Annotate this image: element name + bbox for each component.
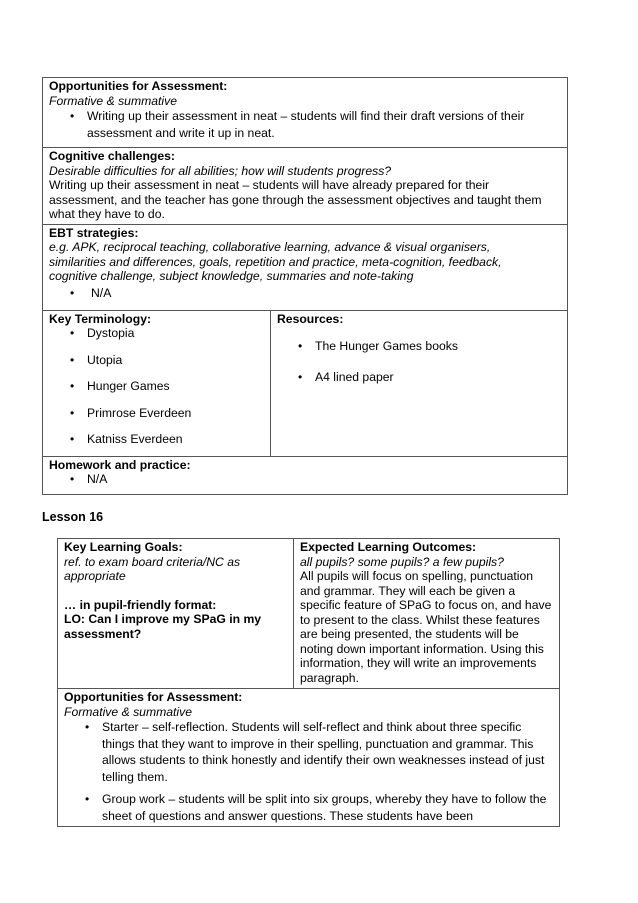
cognitive-subtitle: Desirable difficulties for all abilities; how will students progress? xyxy=(49,163,392,178)
learning-outcomes-title: Expected Learning Outcomes: xyxy=(300,540,477,554)
list-item: • Primrose Everdeen xyxy=(49,406,264,421)
list-item: • A4 lined paper xyxy=(277,370,561,385)
assessment-subtitle: Formative & summative xyxy=(49,93,177,108)
resources-cell xyxy=(271,310,568,456)
ebt-subtitle: e.g. APK, reciprocal teaching, collaborative learning, advance & visual organisers, similarities and differences, goals, repetition and practice, meta-cognition, feedback, cognitive challenge, subject knowledge, summaries and note-taking xyxy=(49,240,502,283)
learning-goals-title: Key Learning Goals: xyxy=(64,540,183,554)
assessment-list-2 xyxy=(64,719,553,824)
terminology-title: Key Terminology: xyxy=(49,311,152,326)
homework-cell xyxy=(43,456,568,494)
list-item: • Group work – students will be split into six groups, whereby they have to follow the sheet of questions and answer questions. These students have been xyxy=(64,791,553,824)
cognitive-text: Writing up their assessment in neat – students will have already prepared for their assessment, and the teacher has gone through the assessment objectives and taught them what they have to do. xyxy=(49,178,542,221)
learning-outcomes-text: All pupils will focus on spelling, punctuation and grammar. They will each be given a specific feature of SPaG to focus on, and have to present to the class. Whilst these features are being presented, the students will be noting down important information. Using this information, they will write an improvements paragraph. xyxy=(300,569,552,685)
ebt-list xyxy=(49,286,561,301)
list-item: • Utopia xyxy=(49,353,264,368)
learning-outcomes-cell xyxy=(294,539,560,689)
cognitive-title: Cognitive challenges: xyxy=(49,149,175,163)
assessment-cell-2 xyxy=(58,689,560,827)
list-item: • Dystopia xyxy=(49,326,264,341)
resources-list xyxy=(277,339,561,384)
homework-list xyxy=(49,472,561,487)
learning-outcomes-subtitle: all pupils? some pupils? a few pupils? xyxy=(300,554,504,569)
list-item: • Katniss Everdeen xyxy=(49,432,264,447)
list-item: • Writing up their assessment in neat – students will find their draft versions of their assessment and write it up in neat. xyxy=(49,108,561,141)
lesson-plan-table-1 xyxy=(42,77,568,495)
ebt-title: EBT strategies: xyxy=(49,225,139,240)
assessment-list xyxy=(49,108,561,141)
terminology-cell xyxy=(43,310,271,456)
homework-title: Homework and practice: xyxy=(49,457,191,472)
list-item: • Hunger Games xyxy=(49,379,264,394)
assessment-title: Opportunities for Assessment: xyxy=(49,79,228,93)
learning-goals-subtitle: ref. to exam board criteria/NC as appropriate xyxy=(64,554,241,583)
learning-objective: LO: Can I improve my SPaG in my assessment? xyxy=(64,612,262,641)
ebt-cell xyxy=(43,224,568,310)
learning-goals-cell xyxy=(58,539,294,689)
terminology-list xyxy=(49,326,264,447)
list-item: • N/A xyxy=(49,286,561,301)
lesson-heading: Lesson 16 xyxy=(42,510,104,524)
resources-title: Resources: xyxy=(277,311,344,326)
lesson-plan-table-2 xyxy=(57,538,560,827)
list-item: • Starter – self-reflection. Students will self-reflect and think about three specific things that they want to improve in their spelling, punctuation and grammar. This allows students to think honestly and identify their own weaknesses instead of just telling them. xyxy=(64,719,553,785)
pupil-friendly-label: … in pupil-friendly format: xyxy=(64,597,217,612)
list-item: • N/A xyxy=(49,472,561,487)
assessment-cell xyxy=(43,78,568,148)
cognitive-cell xyxy=(43,148,568,225)
list-item: • The Hunger Games books xyxy=(277,339,561,354)
assessment-title-2: Opportunities for Assessment: xyxy=(64,690,243,704)
assessment-subtitle-2: Formative & summative xyxy=(64,704,192,719)
